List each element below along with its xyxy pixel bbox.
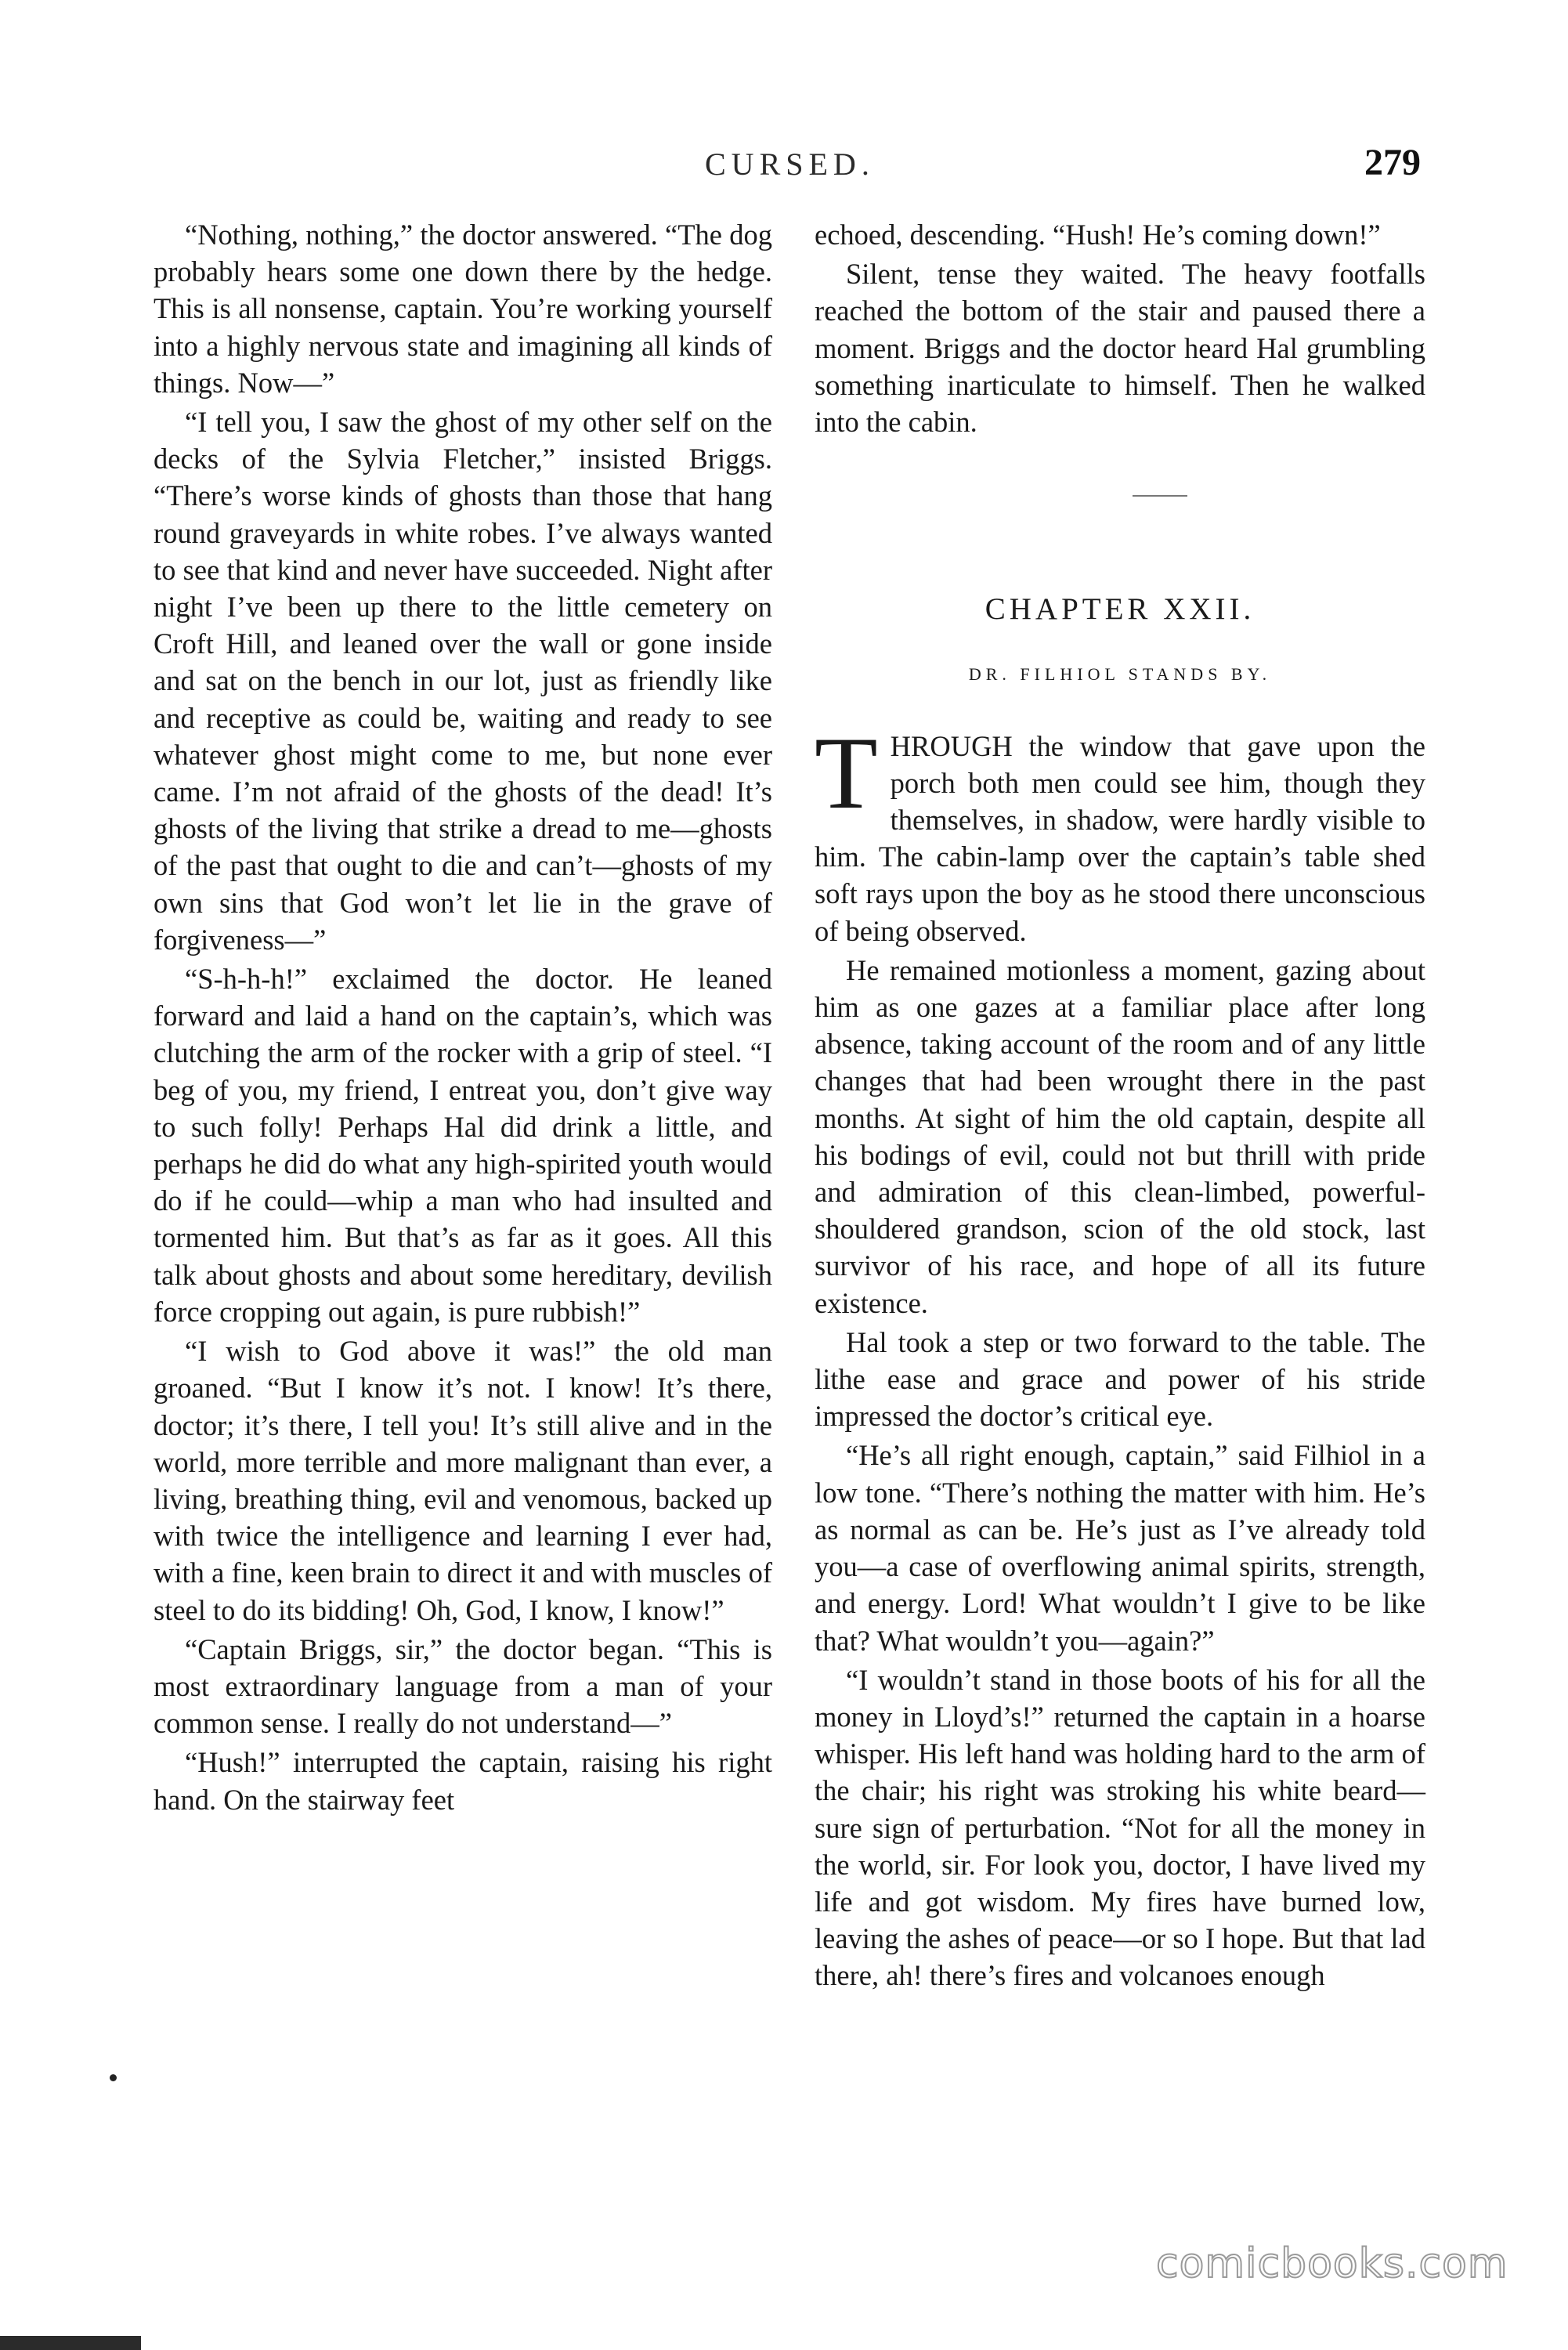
ink-speck — [110, 2074, 117, 2081]
chapter-subtitle: DR. FILHIOL STANDS BY. — [968, 664, 1272, 685]
left-column — [154, 216, 772, 1820]
paragraph: “I wouldn’t stand in those boots of his for all the money in Lloyd’s!” returned the captain in a hoarse whisper. His left hand was holding hard to the arm of the chair; his right was stroking his white beard—sure sign of perturbation. “Not for all the money in the world, sir. For look you, doctor, I have lived my life and got wisdom. My fires have burned low, leaving the ashes of peace—or so I hope. But that lad there, ah! there’s fires and volcanoes enough — [815, 1663, 1425, 1992]
paragraph: “He’s all right enough, captain,” said Filhiol in a low tone. “There’s nothing the matter with him. He’s as normal as can be. He’s just as I’ve already told you—a case of overflowing animal spirits, strength, and energy. Lord! What wouldn’t I give to be like that? What wouldn’t you—again?” — [815, 1439, 1425, 1657]
paragraph: “S-h-h-h!” exclaimed the doctor. He leaned forward and laid a hand on the captain’s, which was clutching the arm of the rocker with a grip of steel. “I beg of you, my friend, I entreat you, don’t give way to such folly! Perhaps Hal did drink a little, and perhaps he did do what any high-spirited youth would do if he could—whip a man who had insulted and tormented him. But that’s as far as it goes. All this talk about ghosts and about some hereditary, devilish force cropping out again, is pure rubbish!” — [154, 963, 772, 1328]
drop-cap: T — [815, 714, 878, 830]
paragraph: echoed, descending. “Hush! He’s coming down!” — [815, 219, 1381, 251]
paragraph: Hal took a step or two forward to the table. The lithe ease and grace and power of his stride impressed the doctor’s critical eye. — [815, 1325, 1425, 1433]
paragraph: He remained motionless a moment, gazing about him as one gazes at a familiar place after long absence, taking account of the room and of any little changes that had been wrought there in the past months. At sight of him the old captain, despite all his bodings of evil, could not but thrill with pride and admiration of this clean-limbed, powerful-shouldered grandson, scion of the old stock, last survivor of his race, and hope of all its future existence. — [815, 953, 1425, 1319]
chapter-opening-paragraph — [815, 714, 1425, 949]
paragraph: Silent, tense they waited. The heavy footfalls reached the bottom of the stair and paused there a moment. Briggs and the doctor heard Hal grumbling something inarticulate to himself. Then he walked into the cabin. — [815, 258, 1425, 439]
page-number: 279 — [1364, 142, 1421, 183]
right-column — [815, 216, 1425, 1997]
chapter-heading: CHAPTER XXII. — [985, 592, 1255, 627]
paragraph: “I tell you, I saw the ghost of my other self on the decks of the Sylvia Fletcher,” insisted Briggs. “There’s worse kinds of ghosts than those that hang round graveyards in white robes. I’ve always wanted to see that kind and never have succeeded. Night after night I’ve been up there to the little cemetery on Croft Hill, and leaned over the wall or gone inside and sat on the bench in our lot, just as friendly like and receptive as could be, waiting and ready to see whatever ghost might come to me, but none ever came. I’m not afraid of the ghosts of the dead! It’s ghosts of the living that strike a dread to me—ghosts of the past that ought to die and can’t—ghosts of my own sins that God won’t let lie in the grave of forgiveness—” — [154, 406, 772, 956]
opening-text: HROUGH the window that gave upon the porch both men could see him, though they themselves, in shadow, were hardly visible to him. The cabin-lamp over the captain’s table shed soft rays upon the boy as he stood there unconscious of being observed. — [815, 729, 1425, 947]
scan-edge — [0, 2336, 141, 2350]
watermark: comicbooks.com — [1156, 2240, 1508, 2287]
paragraph: “Captain Briggs, sir,” the doctor began. “This is most extraordinary language from a man of your common sense. I really do not understand—” — [154, 1632, 772, 1740]
section-divider — [1133, 495, 1187, 497]
paragraph: “I wish to God above it was!” the old man groaned. “But I know it’s not. I know! It’s there, doctor; it’s there, I tell you! It’s still alive and in the world, more terrible and more malignant than ever, a living, breathing thing, evil and venomous, backed up with twice the intelligence and learning I ever had, with a fine, keen brain to direct it and with muscles of steel to do its bidding! Oh, God, I know, I know!” — [154, 1335, 772, 1626]
paragraph: “Hush!” interrupted the captain, raising his right hand. On the stairway feet — [154, 1746, 772, 1816]
running-title: CURSED. — [705, 146, 875, 182]
paragraph: “Nothing, nothing,” the doctor answered. “The dog probably hears some one down there by the hedge. This is all nonsense, captain. You’re working yourself into a highly nervous state and imagining all kinds of things. Now—” — [154, 219, 772, 399]
